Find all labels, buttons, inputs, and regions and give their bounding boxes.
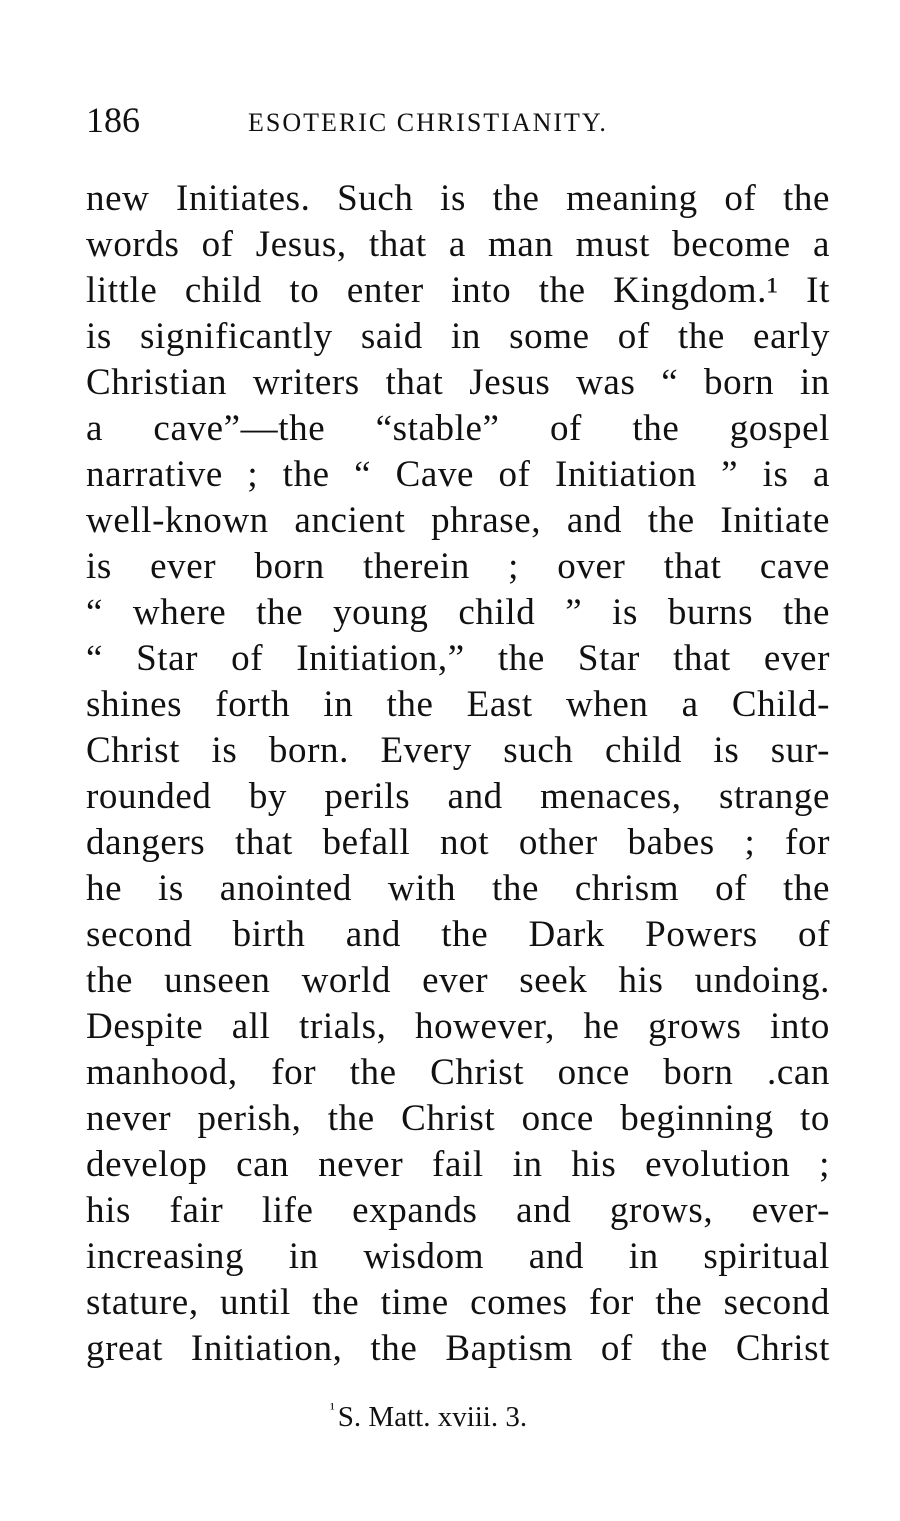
text-line: words of Jesus, that a man must become a xyxy=(86,224,830,265)
text-line: Christ is born. Every such child is sur- xyxy=(86,730,830,771)
text-line: is ever born therein ; over that cave xyxy=(86,546,830,587)
text-line: well-known ancient phrase, and the Initiate xyxy=(86,500,830,541)
text-line: “ Star of Initiation,” the Star that ever xyxy=(86,638,830,679)
text-line: is significantly said in some of the early xyxy=(86,316,830,357)
running-title: ESOTERIC CHRISTIANITY. xyxy=(248,108,608,137)
text-line: second birth and the Dark Powers of xyxy=(86,914,830,955)
page-number: 186 xyxy=(86,100,140,140)
text-line: he is anointed with the chrism of the xyxy=(86,868,830,909)
text-line: never perish, the Christ once beginning to xyxy=(86,1098,830,1139)
text-line: increasing in wisdom and in spiritual xyxy=(86,1236,830,1277)
text-line: Christian writers that Jesus was “ born in xyxy=(86,362,830,403)
text-line: “ where the young child ” is burns the xyxy=(86,592,830,633)
text-line: great Initiation, the Baptism of the Christ xyxy=(86,1328,830,1369)
body-text xyxy=(86,176,830,1372)
footnote-text: S. Matt. xviii. 3. xyxy=(337,1401,528,1433)
text-line: shines forth in the East when a Child- xyxy=(86,684,830,725)
text-line: rounded by perils and menaces, strange xyxy=(86,776,830,817)
text-line: stature, until the time comes for the second xyxy=(86,1282,830,1323)
text-line: his fair life expands and grows, ever- xyxy=(86,1190,830,1231)
text-line: new Initiates. Such is the meaning of the xyxy=(86,178,830,219)
footnote xyxy=(330,1393,527,1434)
text-line: develop can never fail in his evolution ; xyxy=(86,1144,830,1185)
text-line: Despite all trials, however, he grows into xyxy=(86,1006,830,1047)
text-line: little child to enter into the Kingdom.¹ It xyxy=(86,270,830,311)
text-line: dangers that befall not other babes ; for xyxy=(86,822,830,863)
footnote-marker: ¹ xyxy=(330,1401,335,1418)
text-line: a cave”—the “stable” of the gospel xyxy=(86,408,830,449)
running-head xyxy=(86,100,836,140)
text-line: the unseen world ever seek his undoing. xyxy=(86,960,830,1001)
text-line: manhood, for the Christ once born .can xyxy=(86,1052,830,1093)
text-line: narrative ; the “ Cave of Initiation ” is a xyxy=(86,454,830,495)
